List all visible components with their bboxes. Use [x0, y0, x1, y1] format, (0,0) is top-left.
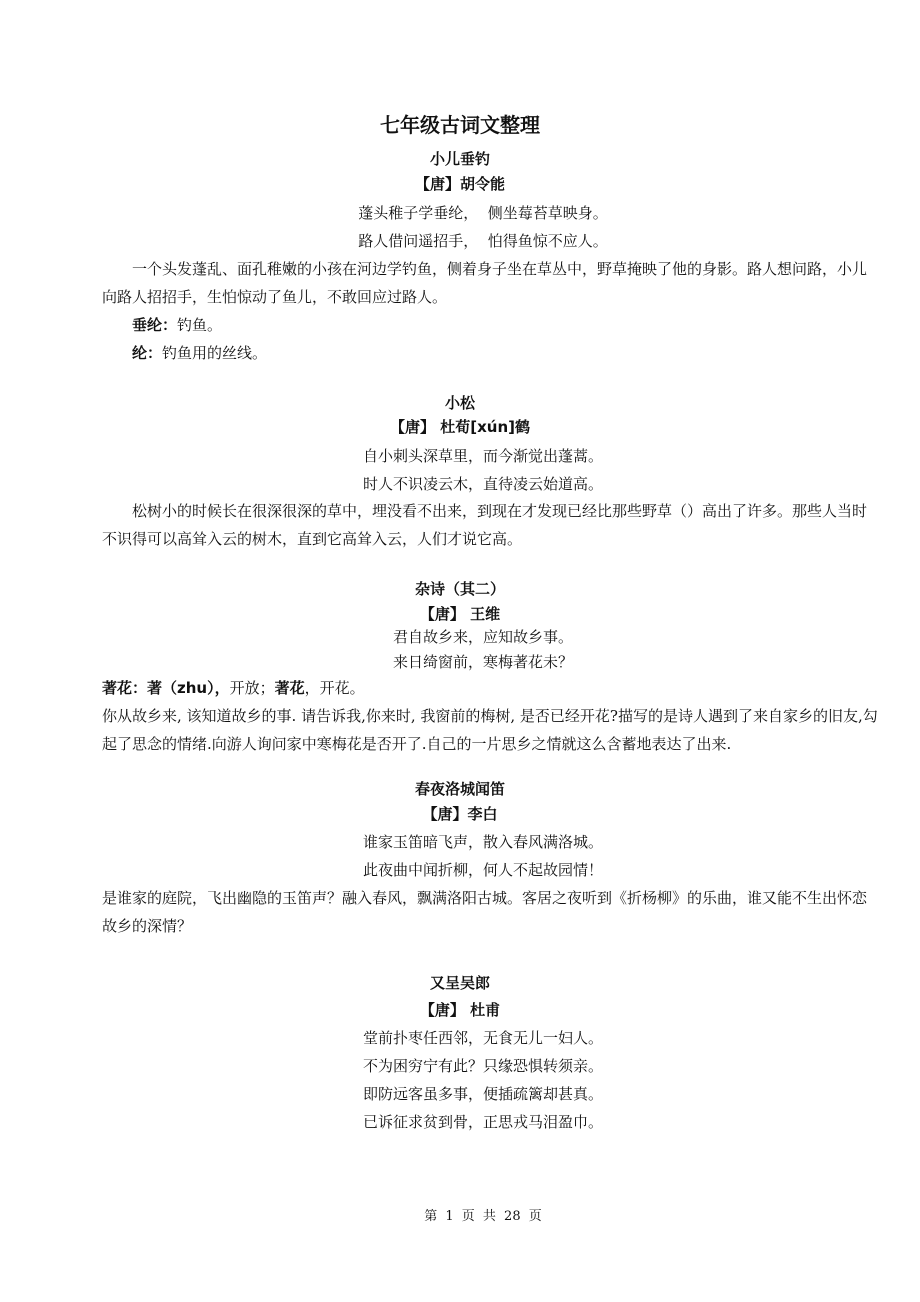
poem-line: 堂前扑枣任西邻，无食无儿一妇人。: [362, 1029, 603, 1047]
annotation: [102, 677, 365, 699]
poem-line: 此夜曲中闻折柳，何人不起故园情！: [362, 861, 603, 879]
annotation-text: ，开花。: [304, 679, 365, 697]
poem-title: 春夜洛城闻笛: [414, 780, 505, 798]
annotation-term: 著花：著（zhu），: [102, 679, 230, 697]
poem-author: 【唐】 杜甫: [419, 1001, 501, 1019]
page-footer: 第 1 页 共 28 页: [424, 1209, 542, 1224]
translation: 你从故乡来, 该知道故乡的事. 请告诉我,你来时, 我窗前的梅树, 是否已经开花?描写的是诗人遇到了来自家乡的旧友,勾起了思念的情绪.向游人询问家中寒梅花是否开了.自己的一片思乡之情就这么含蓄地表达了出来.: [102, 707, 878, 753]
poem-line: 时人不识凌云木，直待凌云始道高。: [362, 475, 603, 493]
poem-line: 君自故乡来，应知故乡事。: [392, 628, 573, 646]
annotation-term: 垂纶：: [132, 316, 178, 334]
poem-line: 路人借问遥招手， 怕得鱼惊不应人。: [358, 232, 608, 250]
annotation-text: 钓鱼用的丝线。: [162, 344, 268, 362]
poem-line: 即防远客虽多事，便插疏篱却甚真。: [362, 1085, 603, 1103]
translation: 松树小的时候长在很深很深的草中，埋没看不出来，到现在才发现已经比那些野草（）高出了许多。那些人当时不识得可以高耸入云的树木，直到它高耸入云，人们才说它高。: [102, 502, 868, 548]
translation: 一个头发蓬乱、面孔稚嫩的小孩在河边学钓鱼，侧着身子坐在草丛中，野草掩映了他的身影。路人想问路，小儿向路人招招手，生怕惊动了鱼儿，不敢回应过路人。: [102, 260, 868, 306]
poem-line: 自小刺头深草里，而今渐觉出蓬蒿。: [362, 447, 603, 465]
translation: 是谁家的庭院，飞出幽隐的玉笛声？融入春风，飘满洛阳古城。客居之夜听到《折杨柳》的乐曲，谁又能不生出怀恋故乡的深情？: [102, 889, 868, 935]
annotation-term: 著花: [274, 679, 305, 697]
annotation: [132, 314, 222, 336]
poem-author: 【唐】胡令能: [414, 175, 505, 193]
poem-author: 【唐】 王维: [419, 605, 501, 623]
poem-title: 小儿垂钓: [429, 150, 490, 168]
annotation-text: 钓鱼。: [177, 316, 223, 334]
annotation-term: 纶：: [132, 344, 163, 362]
poem-author: 【唐】 杜荀[xún]鹤: [390, 418, 530, 436]
poem-title: 小松: [444, 394, 475, 412]
poem-line: 谁家玉笛暗飞声，散入春风满洛城。: [362, 833, 603, 851]
poem-line: 已诉征求贫到骨，正思戎马泪盈巾。: [362, 1113, 603, 1131]
poem-line: 来日绮窗前，寒梅著花未？: [392, 653, 573, 671]
poem-line: 蓬头稚子学垂纶， 侧坐莓苔草映身。: [358, 204, 608, 222]
annotation: [132, 342, 267, 364]
poem-title: 杂诗（其二）: [414, 580, 505, 598]
annotation-text: 开放；: [229, 679, 275, 697]
page-title: 七年级古词文整理: [380, 113, 540, 137]
poem-title: 又呈吴郎: [429, 974, 490, 992]
poem-line: 不为困穷宁有此？只缘恐惧转须亲。: [362, 1057, 603, 1075]
poem-author: 【唐】李白: [422, 805, 498, 823]
